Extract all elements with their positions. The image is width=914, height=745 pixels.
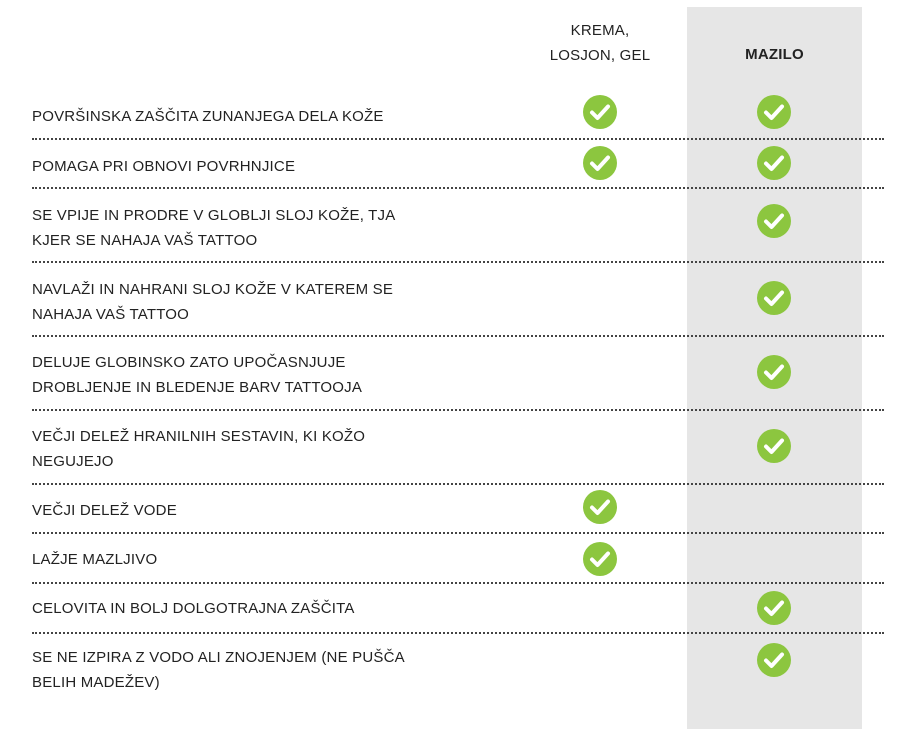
row-label: VEČJI DELEŽ HRANILNIH SESTAVIN, KI KOŽO NEGUJEJO bbox=[32, 428, 366, 470]
row-label: POVRŠINSKA ZAŠČITA ZUNANJEGA DELA KOŽE bbox=[32, 108, 384, 125]
row-divider bbox=[32, 483, 884, 485]
row-label: SE NE IZPIRA Z VODO ALI ZNOJENJEM (NE PUŠČA BELIH MADEŽEV) bbox=[32, 649, 405, 691]
check-circle-icon bbox=[757, 643, 791, 677]
row-divider bbox=[32, 187, 884, 189]
row-divider bbox=[32, 632, 884, 634]
header-mazilo: MAZILO bbox=[745, 46, 804, 63]
check-circle-icon bbox=[757, 95, 791, 129]
row-label: DELUJE GLOBINSKO ZATO UPOČASNJUJE DROBLJENJE IN BLEDENJE BARV TATTOOJA bbox=[32, 354, 363, 396]
check-circle-icon bbox=[757, 355, 791, 389]
row-label: NAVLAŽI IN NAHRANI SLOJ KOŽE V KATEREM SE NAHAJA VAŠ TATTOO bbox=[32, 281, 394, 323]
check-circle-icon bbox=[757, 204, 791, 238]
row-label: SE VPIJE IN PRODRE V GLOBLJI SLOJ KOŽE, TJA KJER SE NAHAJA VAŠ TATTOO bbox=[32, 207, 396, 249]
check-circle-icon bbox=[757, 429, 791, 463]
row-label: CELOVITA IN BOLJ DOLGOTRAJNA ZAŠČITA bbox=[32, 600, 355, 617]
check-circle-icon bbox=[583, 95, 617, 129]
header-krema-losjon-gel: KREMA, LOSJON, GEL bbox=[549, 22, 651, 64]
check-circle-icon bbox=[583, 490, 617, 524]
row-label: POMAGA PRI OBNOVI POVRHNJICE bbox=[32, 158, 296, 175]
row-divider bbox=[32, 532, 884, 534]
row-label: VEČJI DELEŽ VODE bbox=[32, 502, 177, 519]
row-divider bbox=[32, 582, 884, 584]
check-circle-icon bbox=[757, 146, 791, 180]
check-circle-icon bbox=[583, 146, 617, 180]
check-circle-icon bbox=[757, 281, 791, 315]
check-circle-icon bbox=[583, 542, 617, 576]
row-label: LAŽJE MAZLJIVO bbox=[32, 551, 158, 568]
row-divider bbox=[32, 138, 884, 140]
row-divider bbox=[32, 335, 884, 337]
row-divider bbox=[32, 261, 884, 263]
check-circle-icon bbox=[757, 591, 791, 625]
row-divider bbox=[32, 409, 884, 411]
